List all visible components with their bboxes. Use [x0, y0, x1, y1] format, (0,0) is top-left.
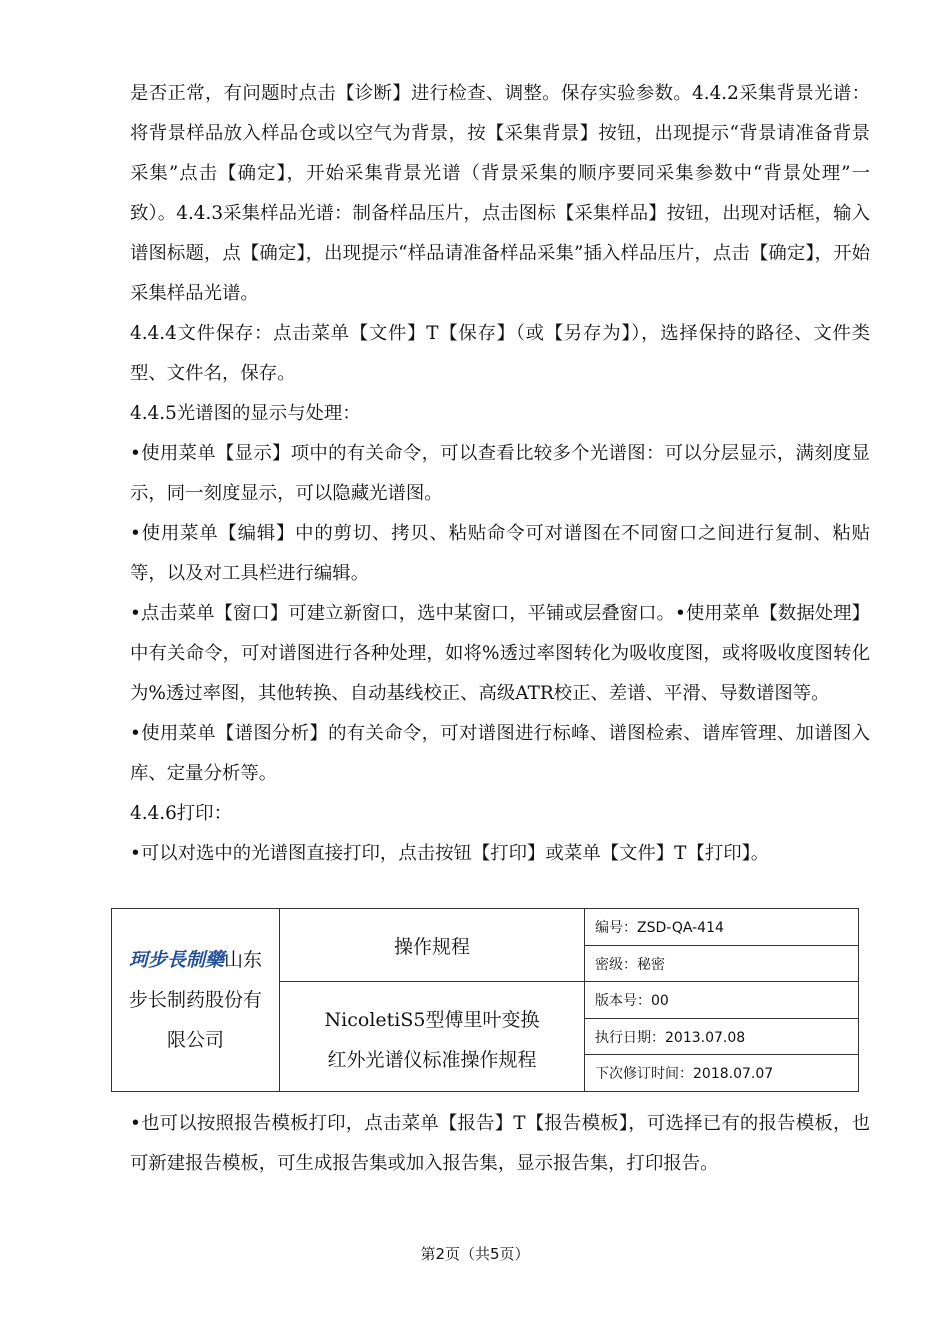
doc-version: 版本号：00 [585, 982, 859, 1019]
paragraph-print-heading: 4.4.6打印： [130, 803, 232, 824]
after-table-text [130, 1104, 870, 1184]
doc-title-line2: 红外光谱仪标准操作规程 [327, 1048, 537, 1071]
doc-type-cell [280, 909, 585, 982]
doc-title-cell [280, 982, 585, 1092]
company-name-part3: 限公司 [166, 1029, 224, 1051]
doc-secrecy: 密级：秘密 [585, 946, 859, 982]
company-logo: 珂步長制藥 [128, 949, 224, 971]
paragraph-display-menu: •使用菜单【显示】项中的有关命令，可以查看比较多个光谱图：可以分层显示，满刻度显示，同一刻度显示，可以隐藏光谱图。 [130, 443, 870, 504]
document-header-table [111, 908, 859, 1092]
doc-code: 编号：ZSD-QA-414 [585, 909, 859, 946]
paragraph-edit-menu: •使用菜单【编辑】中的剪切、拷贝、粘贴命令可对谱图在不同窗口之间进行复制、粘贴等，以及对工具栏进行编辑。 [130, 523, 870, 584]
company-cell [112, 909, 280, 1092]
doc-type: 操作规程 [393, 935, 470, 958]
paragraph-sampling: 是否正常，有问题时点击【诊断】进行检查、调整。保存实验参数。4.4.2采集背景光谱：将背景样品放入样品仓或以空气为背景，按【采集背景】按钮，出现提示“背景请准备背景采集”点击【确定】，开始采集背景光谱（背景采集的顺序要同采集参数中“背景处理”一致）。4.4.3采集样品光谱：制备样品压片，点击图标【采集样品】按钮，出现对话框，输入谱图标题，点【确定】，出现提示“样品请准备样品采集”插入样品压片，点击【确定】，开始采集样品光谱。 [130, 83, 870, 304]
company-logo-line [112, 940, 279, 980]
paragraph-report-template: •也可以按照报告模板打印，点击菜单【报告】T【报告模板】，可选择已有的报告模板，也可新建报告模板，可生成报告集或加入报告集，显示报告集，打印报告。 [130, 1113, 870, 1174]
page-number: 第2页（共5页） [420, 1245, 530, 1263]
body-text [130, 74, 870, 874]
company-name-part1: 山东 [224, 949, 263, 971]
paragraph-file-save: 4.4.4文件保存：点击菜单【文件】T【保存】（或【另存为】），选择保持的路径、文件类型、文件名，保存。 [130, 323, 870, 384]
doc-title-line1: NicoletiS5型傅里叶变换 [324, 1008, 540, 1031]
paragraph-display-heading: 4.4.5光谱图的显示与处理： [130, 403, 361, 424]
doc-next-revision: 下次修订时间：2018.07.07 [585, 1055, 859, 1092]
doc-effective-date: 执行日期：2013.07.08 [585, 1019, 859, 1055]
paragraph-window-menu: •点击菜单【窗口】可建立新窗口，选中某窗口，平铺或层叠窗口。•使用菜单【数据处理】中有关命令，可对谱图进行各种处理，如将%透过率图转化为吸收度图，或将吸收度图转化为%透过率图，其他转换、自动基线校正、高级ATR校正、差谱、平滑、导数谱图等。 [130, 603, 870, 704]
company-name-part2: 步长制药股份有 [128, 989, 262, 1011]
paragraph-print-direct: •可以对选中的光谱图直接打印，点击按钮【打印】或菜单【文件】T【打印】。 [130, 843, 770, 864]
paragraph-analysis-menu: •使用菜单【谱图分析】的有关命令，可对谱图进行标峰、谱图检索、谱库管理、加谱图入库、定量分析等。 [130, 723, 870, 784]
